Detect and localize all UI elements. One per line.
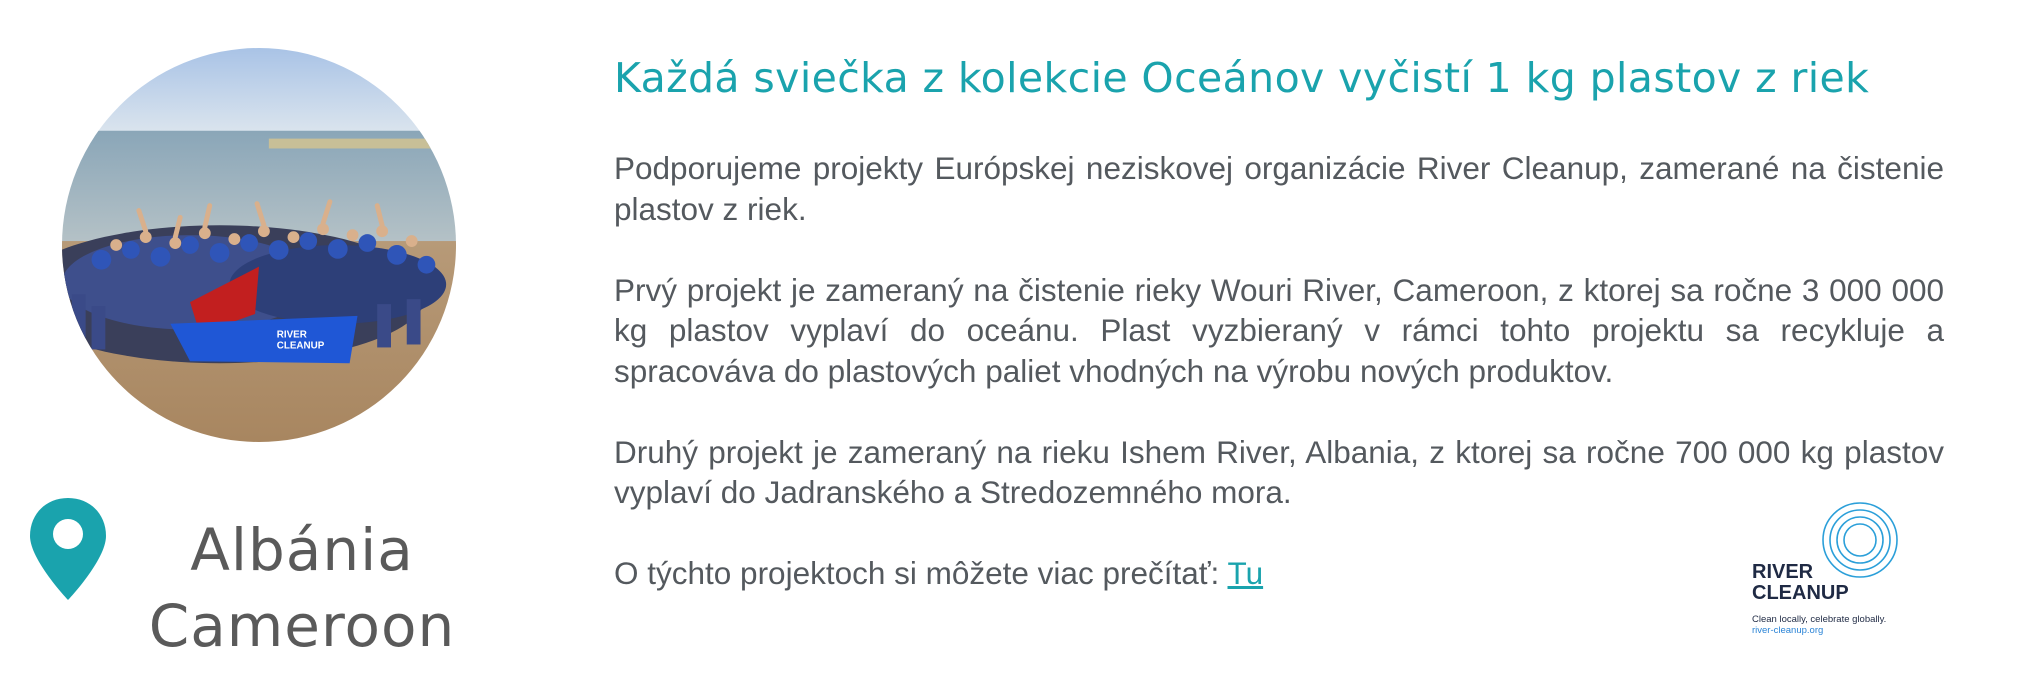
logo-wordmark — [1752, 562, 1849, 604]
logo-name-line1: RIVER — [1752, 561, 1814, 583]
description — [614, 148, 1944, 594]
paragraph-intro: Podporujeme projekty Európskej neziskovej organizácie River Cleanup, zamerané na čistenie plastov z riek. — [614, 150, 1944, 227]
map-pin-icon — [28, 496, 108, 602]
flag-text: RIVER — [276, 329, 307, 341]
logo-tagline: Clean locally, celebrate globally. — [1752, 614, 1887, 625]
flag-text: CLEANUP — [276, 340, 325, 352]
logo-url: river-cleanup.org — [1752, 625, 1824, 636]
volunteers-group-photo — [62, 48, 456, 442]
river-cleanup-logo — [1752, 500, 1932, 640]
read-more-text: O týchto projektoch si môžete viac prečítať: — [614, 555, 1228, 591]
paragraph-cameroon: Prvý projekt je zameraný na čistenie rieky Wouri River, Cameroon, z ktorej sa ročne 3 000 000 kg plastov vyplaví do oceánu. Plast vyzbieraný v rámci tohto projektu sa recykluje a spracováva do plastových paliet vhodných na výrobu nových produktov. — [614, 271, 1944, 389]
page-headline: Každá sviečka z kolekcie Oceánov vyčistí 1 kg plastov z riek — [614, 54, 1870, 102]
location-albania: Albánia — [190, 516, 414, 584]
locations-list — [132, 512, 472, 664]
read-more-link[interactable]: Tu — [1227, 555, 1264, 591]
read-more-line — [614, 553, 1944, 594]
paragraph-albania: Druhý projekt je zameraný na rieku Ishem River, Albania, z ktorej sa ročne 700 000 kg plastov vyplaví do Jadranského a Stredozemného mora. — [614, 433, 1944, 510]
logo-name-line2: CLEANUP — [1752, 582, 1849, 604]
location-cameroon: Cameroon — [148, 592, 456, 660]
